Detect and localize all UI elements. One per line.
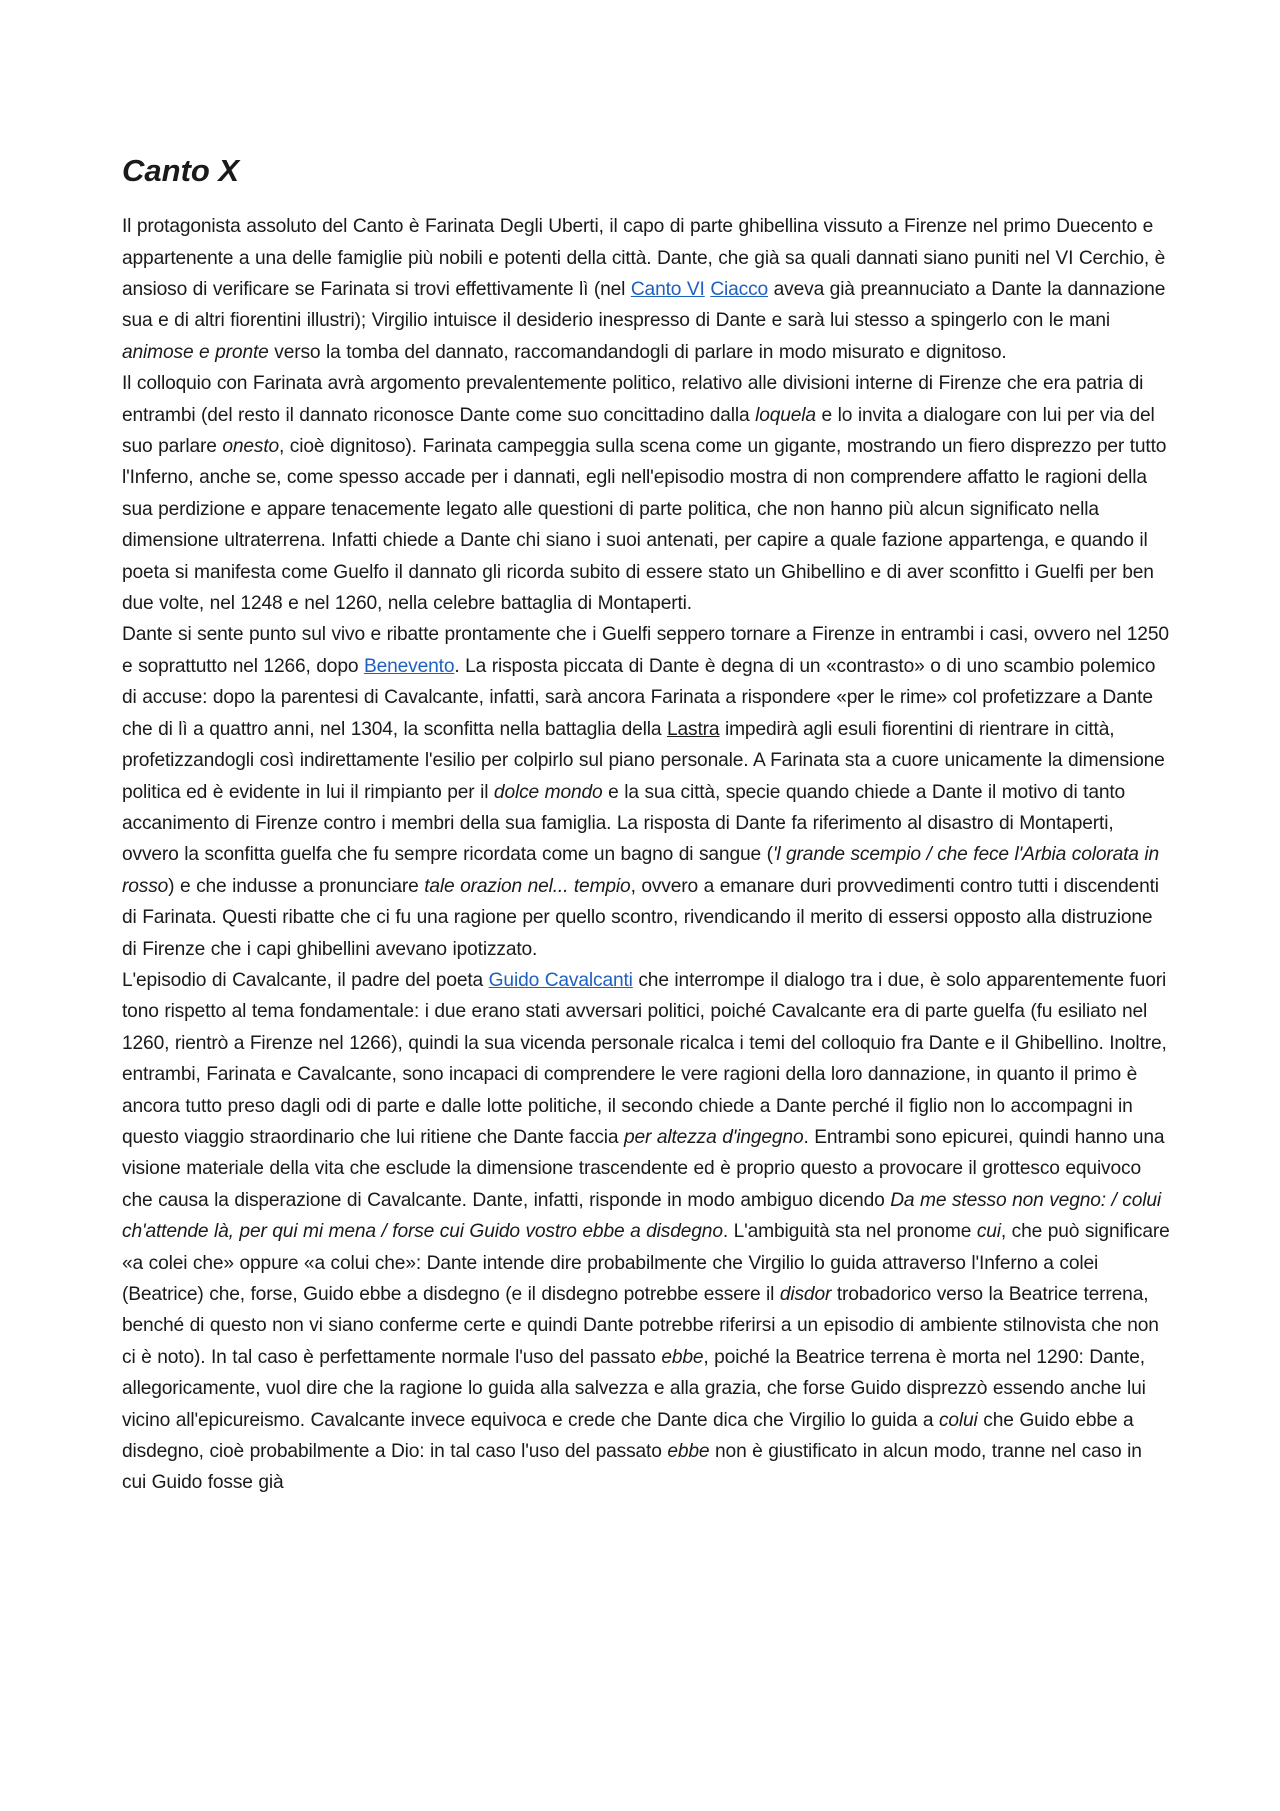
underlined-text-lastra: Lastra bbox=[666, 718, 720, 740]
link-benevento[interactable]: Benevento bbox=[363, 655, 455, 677]
text-span: e lo invita a dialogare con lui per via del suo parlare bbox=[122, 404, 1155, 458]
text-span: , cioè dignitoso). Farinata campeggia sulla scena come un gigante, mostrando un fiero disprezzo per tutto l'Inferno, anche se, come spesso accade per i dannati, egli nell'episodio mostra di non comprendere affatto le ragioni della sua perdizione e appare tenacemente legato alle questioni di parte politica, che non hanno più alcun significato nella dimensione ultraterrena. Infatti chiede a Dante chi siano i suoi antenati, per capire a quale fazione appartenga, e quando il poeta si manifesta come Guelfo il dannato gli ricorda subito di essere stato un Ghibellino e di aver sconfitto i Guelfi per ben due volte, nel 1248 e nel 1260, nella celebre battaglia di Montaperti. bbox=[122, 436, 1167, 615]
text-span: . Entrambi sono epicurei, quindi hanno una visione materiale della vita che esclude la dimensione trascendente ed è proprio questo a provocare il grottesco equivoco che causa la disperazione di Cavalcante. Dante, infatti, risponde in modo ambiguo dicendo bbox=[122, 1126, 1165, 1211]
document-page bbox=[122, 152, 1170, 1499]
text-span: . L'ambiguità sta nel pronome bbox=[722, 1221, 977, 1243]
italic-text: 'l grande scempio / che fece l'Arbia colorata in rosso bbox=[122, 844, 1160, 897]
italic-text: onesto bbox=[222, 436, 280, 458]
paragraph-2 bbox=[122, 368, 1170, 619]
text-span: . La risposta piccata di Dante è degna di un «contrasto» o di uno scambio polemico di accuse: dopo la parentesi di Cavalcante, infatti, sarà ancora Farinata a rispondere «per le rime» col profetizzare a Dante che di lì a quattro anni, nel 1304, la sconfitta nella battaglia della bbox=[122, 655, 1156, 740]
text-span: che interrompe il dialogo tra i due, è solo apparentemente fuori tono rispetto al tema fondamentale: i due erano stati avversari politici, poiché Cavalcante era di parte guelfa (fu esiliato nel 1260, rientrò a Firenze nel 1266), quindi la sua vicenda personale ricalca i temi del colloquio fra Dante e il Ghibellino. Inoltre, entrambi, Farinata e Cavalcante, sono incapaci di comprendere le vere ragioni della loro dannazione, in quanto il primo è ancora tutto preso dagli odi di parte e dalle lotte politiche, il secondo chiede a Dante perché il figlio non lo accompagni in questo viaggio straordinario che lui ritiene che Dante faccia bbox=[122, 969, 1167, 1148]
italic-text: tale orazion nel... tempio bbox=[424, 875, 631, 897]
italic-text: disdor bbox=[779, 1284, 832, 1305]
italic-text: loquela bbox=[755, 404, 816, 426]
italic-text: per altezza d'ingegno bbox=[624, 1126, 804, 1148]
link-guido-cavalcanti[interactable]: Guido Cavalcanti bbox=[488, 969, 633, 991]
link-ciacco[interactable]: Ciacco bbox=[710, 279, 769, 300]
text-span: impedirà agli esuli fiorentini di rientrare in città, profetizzandogli così indirettamente l'esilio per colpirlo sul piano personale. A Farinata sta a cuore unicamente la dimensione politica ed è evidente in lui il rimpianto per il bbox=[122, 718, 1165, 803]
text-span: che Guido ebbe a disdegno, cioè probabilmente a Dio: in tal caso l'uso del passato bbox=[122, 1409, 1134, 1463]
text-span: , che può significare «a colei che» oppure «a colui che»: Dante intende dire probabilmente che Virgilio lo guida attraverso l'Inferno a colei (Beatrice) che, forse, Guido ebbe a disdegno (e il disdegno potrebbe essere il bbox=[122, 1221, 1170, 1305]
italic-text: ebbe bbox=[661, 1346, 704, 1368]
link-canto-vi[interactable]: Canto VI bbox=[630, 279, 705, 300]
text-span: verso la tomba del dannato, raccomandandogli di parlare in modo misurato e dignitoso. bbox=[268, 341, 1007, 363]
italic-text: Da me stesso non vegno: / colui ch'attende là, per qui mi mena / forse cui Guido vostro ebbe a disdegno bbox=[122, 1189, 1162, 1243]
text-span: L'episodio di Cavalcante, il padre del poeta bbox=[122, 969, 489, 991]
text-span: Dante si sente punto sul vivo e ribatte prontamente che i Guelfi seppero tornare a Firenze in entrambi i casi, ovvero nel 1250 e soprattutto nel 1266, dopo bbox=[122, 624, 1169, 677]
text-span: , poiché la Beatrice terrena è morta nel 1290: Dante, allegoricamente, vuol dire che la ragione lo guida alla salvezza e alla grazia, che forse Guido disprezzò essendo anche lui vicino all'epicureismo. Cavalcante invece equivoca e crede che Dante dica che Virgilio lo guida a bbox=[122, 1346, 1146, 1431]
page-title: Canto X bbox=[122, 153, 240, 188]
paragraph-4 bbox=[122, 965, 1170, 1499]
text-span: e la sua città, specie quando chiede a Dante il motivo di tanto accanimento di Firenze contro i membri della sua famiglia. La risposta di Dante fa riferimento al disastro di Montaperti, ovvero la sconfitta guelfa che fu sempre ricordata come un bagno di sangue ( bbox=[122, 781, 1126, 866]
text-span: aveva già preannuciato a Dante la dannazione sua e di altri fiorentini illustri); Virgilio intuisce il desiderio inespresso di Dante e sarà lui stesso a spingerlo con le mani bbox=[122, 279, 1166, 332]
italic-text: animose e pronte bbox=[122, 341, 269, 363]
paragraph-3 bbox=[122, 619, 1170, 964]
text-span: Il colloquio con Farinata avrà argomento prevalentemente politico, relativo alle divisioni interne di Firenze che era patria di entrambi (del resto il dannato riconosce Dante come suo concittadino dalla bbox=[122, 373, 1144, 426]
text-span: trobadorico verso la Beatrice terrena, benché di questo non vi siano conferme certe e quindi Dante potrebbe riferirsi a un episodio di ambiente stilnovista che non ci è noto). In tal caso è perfettamente normale l'uso del passato bbox=[122, 1284, 1159, 1368]
text-span: , ovvero a emanare duri provvedimenti contro tutti i discendenti di Farinata. Questi ribatte che ci fu una ragione per quello scontro, rivendicando il merito di essersi opposto alla distruzione di Firenze che i capi ghibellini avevano ipotizzato. bbox=[122, 875, 1159, 960]
text-span: non è giustificato in alcun modo, tranne nel caso in cui Guido fosse già bbox=[122, 1441, 1142, 1494]
italic-text: ebbe bbox=[667, 1441, 710, 1463]
italic-text: colui bbox=[938, 1409, 978, 1431]
text-span: ) e che indusse a pronunciare bbox=[168, 875, 425, 897]
italic-text: dolce mondo bbox=[493, 781, 603, 803]
text-span: Il protagonista assoluto del Canto è Farinata Degli Uberti, il capo di parte ghibellina vissuto a Firenze nel primo Duecento e appartenente a una delle famiglie più nobili e potenti della città. Dante, che già sa quali dannati siano puniti nel VI Cerchio, è ansioso di verificare se Farinata si trovi effettivamente lì (nel bbox=[122, 216, 1166, 300]
paragraph-1 bbox=[122, 211, 1170, 368]
italic-text: cui bbox=[976, 1221, 1001, 1243]
